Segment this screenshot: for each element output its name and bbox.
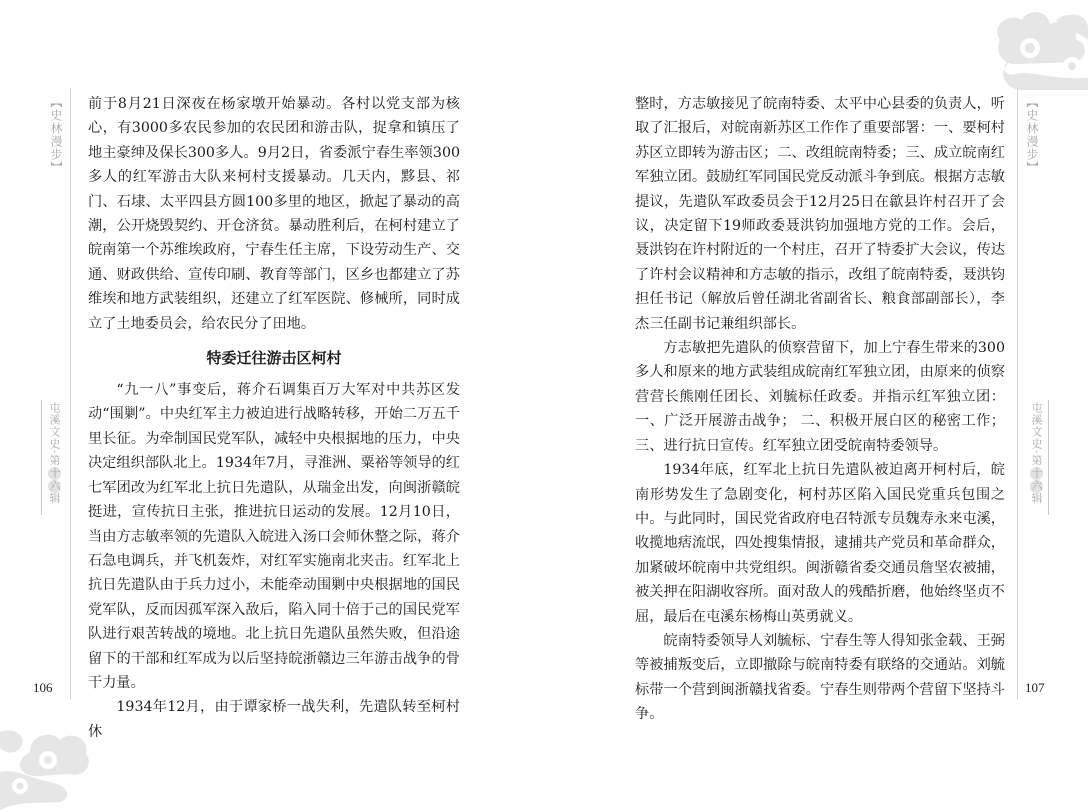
page-number: 106 (33, 680, 53, 695)
series-tag (1030, 402, 1043, 505)
paragraph: 整时，方志敏接见了皖南特委、太平中心县委的负责人，听取了汇报后，对皖南新苏区工作作了重要部署：一、要柯村苏区立即转为游击区；二、改组皖南特委；三、成立皖南红军独立团。鼓励红军同国民党反动派斗争到底。根据方志敏提议，先遣队军政委员会于12月25日在歙县许村召开了会议，决定留下19师政委聂洪钧加强地方党的工作。会后，聂洪钧在许村附近的一个村庄，召开了特委扩大会议，传达了许村会议精神和方志敏的指示，改组了皖南特委，聂洪钧担任书记（解放后曾任湖北省副省长、粮食部副部长），李杰三任副书记兼组织部长。 (635, 96, 1005, 332)
series-tag-suffix: 辑 (48, 492, 61, 505)
circled-numeral: 六 (1030, 480, 1043, 492)
paragraph: 1934年12月，由于谭家桥一战失利，先遣队转至柯村休 (88, 699, 460, 740)
series-tag-suffix: 辑 (1030, 492, 1043, 505)
paragraph: 方志敏把先遣队的侦察营留下，加上宁春生带来的300多人和原来的地方武装组成皖南红军独立团，由原来的侦察营营长熊刚任团长、刘毓标任政委。并指示红军独立团：一、广泛开展游击战争； 二、积极开展白区的秘密工作；三、进行抗日宣传。红军独立团受皖南特委领导。 (635, 340, 1005, 454)
circled-numeral: 十 (1030, 467, 1043, 479)
section-heading: 特委迁往游击区柯村 (206, 349, 342, 368)
paragraph: 前于8月21日深夜在杨家墩开始暴动。各村以党支部为核心，有3000多农民参加的农民团和游击队，捉拿和镇压了地主豪绅及保长300多人。9月2日，省委派宁春生率领300多人的红军游击大队来柯村支援暴动。几天内，黟县、祁门、石埭、太平四县方圆100多里的地区，掀起了暴动的高潮，公开烧毁契约、开仓济贫。暴动胜利后，在柯村建立了皖南第一个苏维埃政府，宁春生任主席，下设劳动生产、交通、财政供给、宣传印刷、教育等部门，区乡也都建立了苏维埃和地方武装组织，还建立了红军医院、修械所，同时成立了土地委员会，给农民分了田地。 (88, 96, 460, 332)
paragraph: 1934年底，红军北上抗日先遣队被迫离开柯村后，皖南形势发生了急剧变化，柯村苏区陷入国民党重兵包围之中。与此同时，国民党省政府电召特派专员魏寿永来屯溪，收揽地痞流氓，四处搜集情报，逮捕共产党员和革命群众，加紧破坏皖南中共党组织。闽浙赣省委交通员詹坚农被捕，被关押在阳湖收容所。面对敌人的残酷折磨，他始终坚贞不屈，最后在屯溪东杨梅山英勇就义。 (635, 462, 1005, 625)
paragraph: 皖南特委领导人刘毓标、宁春生等人得知张金载、王弼等被捕叛变后，立即撤除与皖南特委有联络的交通站。刘毓标带一个营到闽浙赣找省委。宁春生则带两个营留下坚持斗争。 (635, 632, 1005, 723)
section-tag: 【史林漫步】 (49, 96, 63, 174)
series-tag-prefix: 屯溪文史·第 (1030, 402, 1043, 467)
right-text-column (635, 92, 1005, 727)
circled-numeral: 六 (48, 480, 61, 492)
section-tag: 【史林漫步】 (1025, 96, 1039, 174)
circled-numeral: 十 (48, 467, 61, 479)
series-tag-prefix: 屯溪文史·第 (48, 402, 61, 467)
left-text-column (88, 92, 460, 744)
paragraph: “九一八”事变后，蒋介石调集百万大军对中共苏区发动“围剿”。中央红军主力被迫进行战略转移，开始二万五千里长征。为牵制国民党军队，减轻中央根据地的压力，中央决定组织部队北上。1934年7月，寻淮洲、粟裕等领导的红七军团改为红军北上抗日先遣队，从瑞金出发，向闽浙赣皖挺进，宣传抗日主张，推进抗日运动的发展。12月10日，当由方志敏率领的先遣队入皖进入汤口会师休整之际，蒋介石急电调兵，并飞机轰炸，对红军实施南北夹击。红军北上抗日先遣队由于兵力过小，未能牵动围剿中央根据地的国民党军队，反而因孤军深入敌后，陷入同十倍于己的国民党军队进行艰苦转战的境地。北上抗日先遣队虽然失败，但沿途留下的干部和红军成为以后坚持皖浙赣边三年游击战争的骨干力量。 (88, 382, 460, 691)
series-tag (48, 402, 61, 505)
page-number: 107 (1025, 680, 1045, 695)
